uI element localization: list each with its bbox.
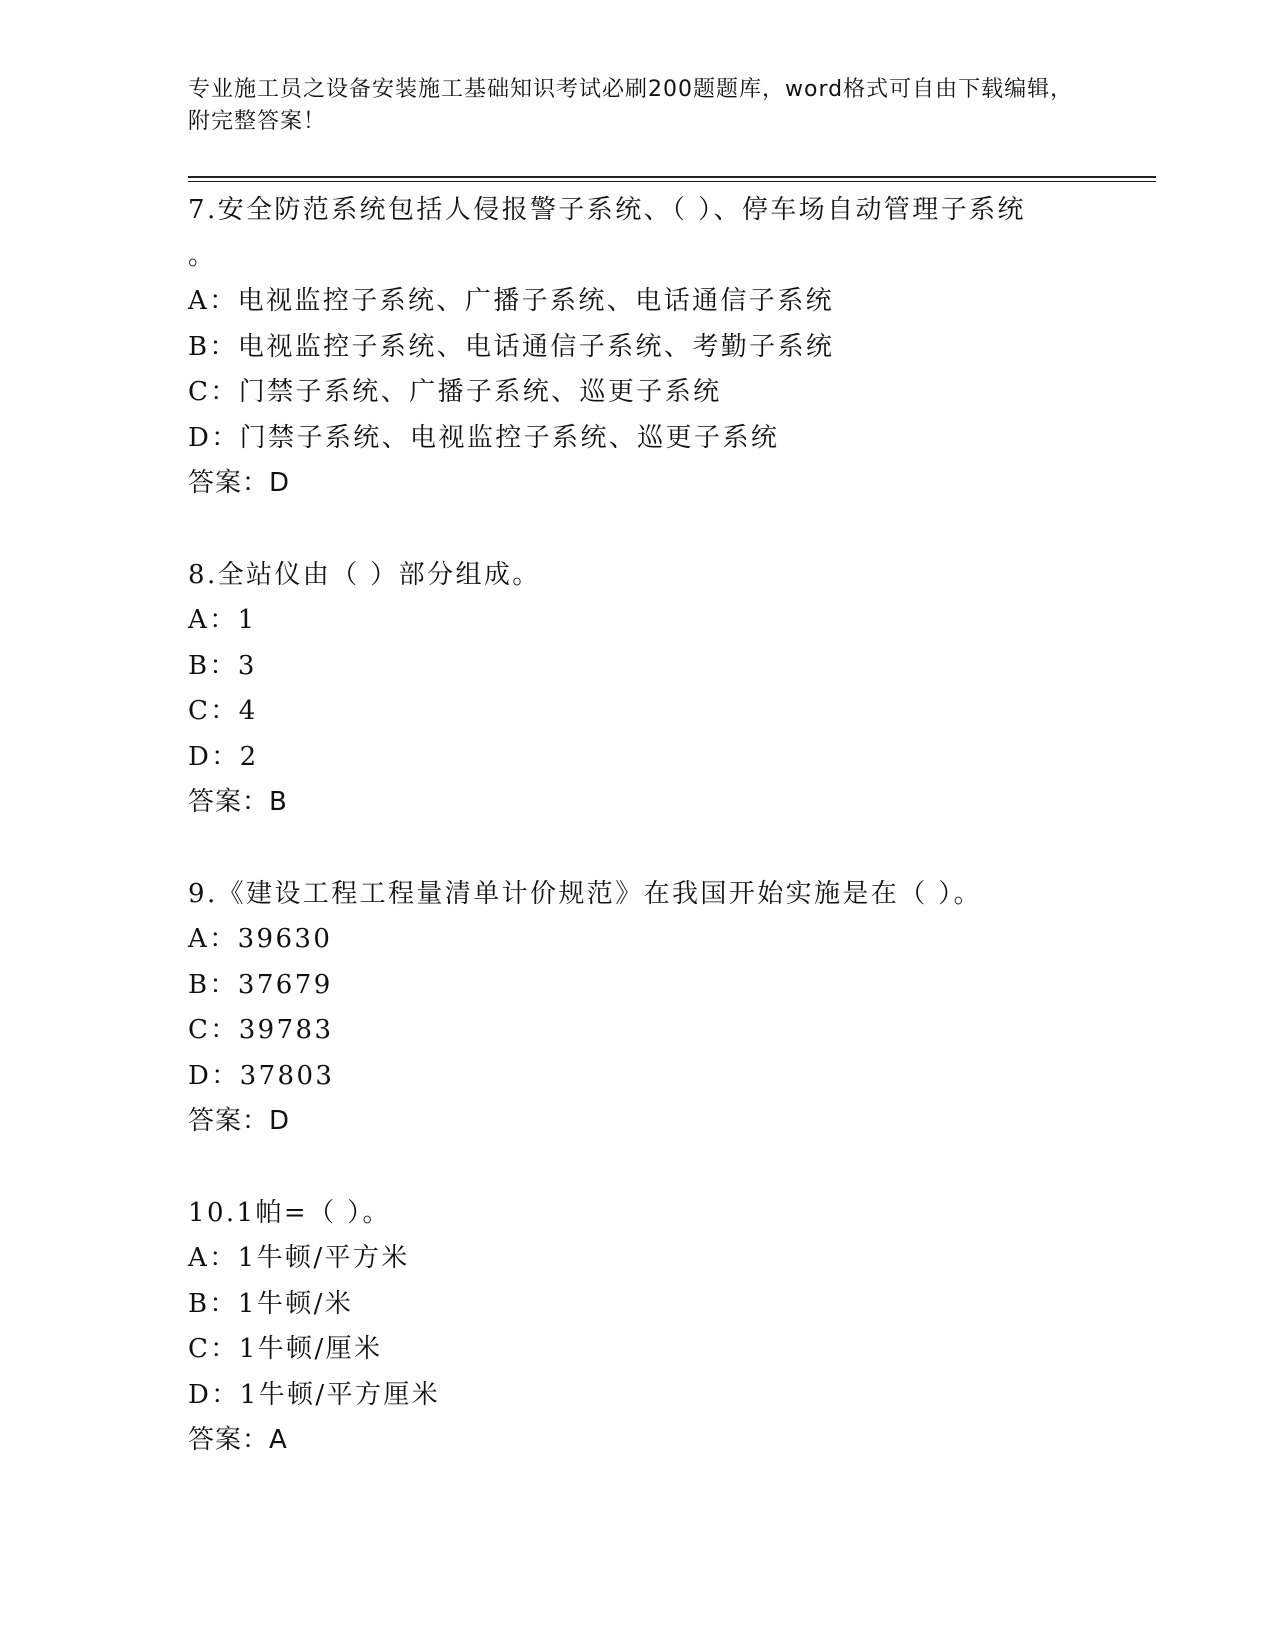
option-text: 1牛顿/厘米	[238, 1334, 383, 1364]
question-7	[188, 188, 1148, 507]
option-a	[188, 598, 1148, 644]
option-key: D	[188, 1379, 212, 1410]
question-stem: 8.全站仪由（ ）部分组成。	[188, 559, 541, 590]
option-separator: ：	[211, 1060, 240, 1091]
option-text: 39783	[238, 1015, 334, 1045]
option-separator: ：	[209, 650, 238, 681]
option-separator: ：	[210, 696, 239, 726]
option-separator: ：	[210, 1334, 239, 1364]
option-key: A	[188, 286, 210, 316]
option-text: 39630	[237, 924, 333, 954]
option-separator: ：	[209, 331, 238, 362]
option-separator: ：	[209, 286, 238, 316]
answer-line	[188, 461, 1148, 507]
answer-value: D	[269, 1106, 291, 1136]
option-separator: ：	[209, 605, 238, 635]
question-stem: 9.《建设工程工程量清单计价规范》在我国开始实施是在（ ）。	[188, 878, 983, 909]
option-key: C	[188, 1015, 211, 1045]
option-key: B	[188, 969, 210, 1000]
option-key: D	[188, 1060, 212, 1091]
option-separator: ：	[210, 377, 239, 407]
option-text: 4	[238, 696, 258, 726]
option-a	[188, 279, 1148, 325]
question-stem: 7.安全防范系统包括人侵报警子系统、（ ）、停车场自动管理子系统	[188, 195, 1026, 225]
answer-line	[188, 1099, 1148, 1145]
option-separator: ：	[211, 422, 240, 453]
option-b	[188, 1282, 1148, 1328]
option-key: A	[188, 1243, 210, 1273]
option-text: 门禁子系统、广播子系统、巡更子系统	[238, 377, 722, 407]
question-10	[188, 1191, 1148, 1464]
option-d	[188, 1054, 1148, 1100]
option-key: C	[188, 1334, 211, 1364]
answer-label: 答案：	[188, 468, 270, 498]
question-stem: 10.1帕=（ ）。	[188, 1197, 391, 1228]
option-c	[188, 689, 1148, 735]
option-b	[188, 644, 1148, 690]
option-text: 1牛顿/平方米	[237, 1243, 410, 1273]
option-text: 1牛顿/平方厘米	[239, 1379, 441, 1410]
document-header: 专业施工员之设备安装施工基础知识考试必刷200题题库，word格式可自由下载编辑，附完整答案！	[188, 77, 1074, 134]
header-divider-thick	[188, 176, 1156, 178]
option-b	[188, 963, 1148, 1009]
option-separator: ：	[209, 969, 238, 1000]
option-separator: ：	[209, 924, 238, 954]
option-c	[188, 1327, 1148, 1373]
option-c	[188, 370, 1148, 416]
option-d	[188, 416, 1148, 462]
answer-value: B	[269, 787, 288, 817]
option-c	[188, 1008, 1148, 1054]
question-9	[188, 872, 1148, 1145]
option-key: C	[188, 696, 211, 726]
header-divider-thin	[188, 181, 1156, 182]
answer-label: 答案：	[188, 1106, 270, 1136]
question-8	[188, 553, 1148, 826]
option-text: 电视监控子系统、广播子系统、电话通信子系统	[237, 286, 834, 316]
option-text: 电视监控子系统、电话通信子系统、考勤子系统	[237, 331, 835, 362]
option-key: D	[188, 422, 212, 453]
option-separator: ：	[209, 1288, 238, 1319]
answer-value: D	[269, 468, 291, 498]
option-key: A	[188, 605, 210, 635]
question-stem-continuation: 。	[188, 240, 217, 271]
option-text: 3	[237, 650, 257, 681]
answer-label: 答案：	[188, 1425, 270, 1455]
answer-label: 答案：	[188, 787, 270, 817]
option-key: B	[188, 650, 210, 681]
option-separator: ：	[210, 1015, 239, 1045]
option-text: 1牛顿/米	[237, 1288, 354, 1319]
option-text: 37803	[239, 1060, 335, 1091]
option-a	[188, 917, 1148, 963]
option-key: D	[188, 741, 212, 772]
option-separator: ：	[211, 1379, 240, 1410]
option-key: C	[188, 377, 211, 407]
option-d	[188, 735, 1148, 781]
option-key: B	[188, 1288, 210, 1319]
option-text: 1	[237, 605, 257, 635]
option-separator: ：	[209, 1243, 238, 1273]
answer-line	[188, 780, 1148, 826]
option-key: A	[188, 924, 210, 954]
option-separator: ：	[211, 741, 240, 772]
option-d	[188, 1373, 1148, 1419]
option-text: 2	[239, 741, 259, 772]
option-b	[188, 325, 1148, 371]
option-text: 门禁子系统、电视监控子系统、巡更子系统	[239, 422, 780, 453]
option-key: B	[188, 331, 210, 362]
option-text: 37679	[237, 969, 333, 1000]
answer-line	[188, 1418, 1148, 1464]
question-list	[188, 188, 1148, 1510]
option-a	[188, 1236, 1148, 1282]
answer-value: A	[269, 1425, 288, 1455]
